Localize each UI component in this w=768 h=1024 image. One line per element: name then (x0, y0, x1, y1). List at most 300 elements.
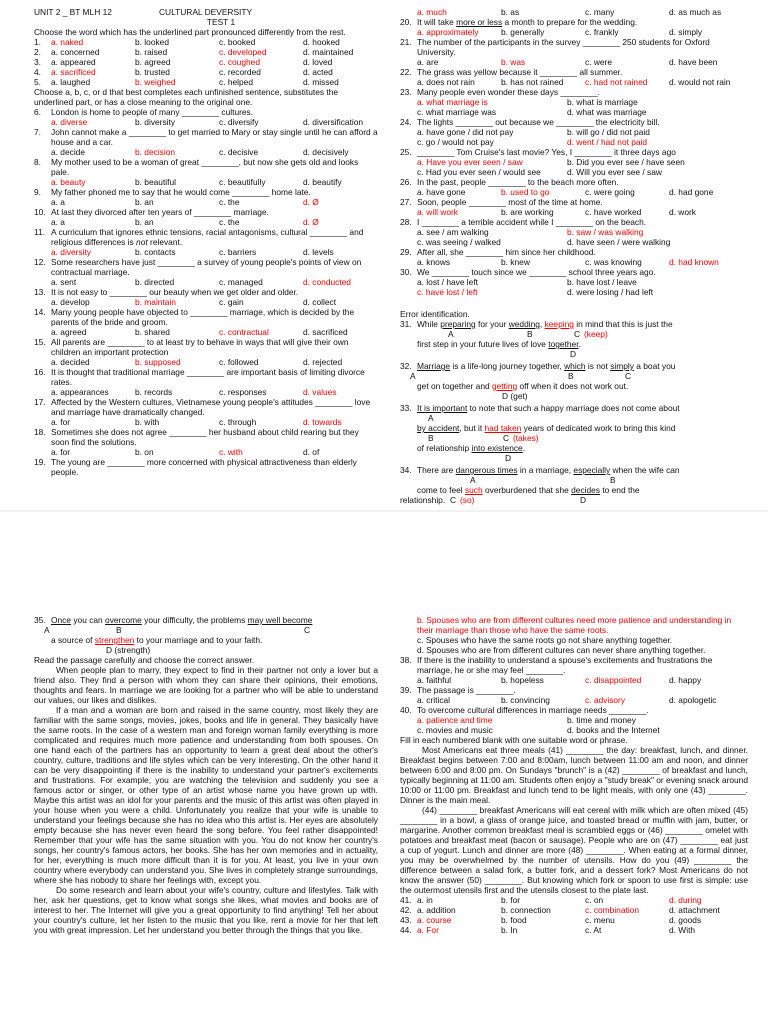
options (400, 127, 748, 137)
options (400, 237, 748, 247)
option: b. will go / did not paid (567, 127, 650, 137)
question-text: Soon, people ________ most of the time at home. (417, 197, 603, 207)
options (400, 187, 748, 197)
question-33: 33. It is important to note that such a happy marriage does not come about A by accident, but it had taken years of dedicated work to bring this kind B C (takes) of relationship into existence. D (400, 403, 680, 463)
option: b. as (501, 7, 520, 17)
question-9 (34, 187, 378, 207)
q19-options (400, 7, 748, 17)
option: d. sacrificed (303, 327, 348, 337)
question-22 (400, 67, 748, 87)
question-31: 31. While preparing for your wedding, keeping in mind that this is just the A B C (keep) first step in your future lives of love together. D (400, 319, 673, 359)
option: c. disappointed (585, 675, 642, 685)
options (400, 725, 748, 735)
question-10 (34, 207, 378, 227)
option: d. Ø (303, 217, 319, 227)
question-stem (34, 127, 378, 147)
options (34, 117, 378, 127)
options (400, 57, 748, 67)
option: c. recorded (219, 67, 261, 77)
option: d. With (669, 925, 696, 935)
option: d. have seen / were walking (567, 237, 671, 247)
option: b. supposed (135, 357, 181, 367)
option: a. develop (51, 297, 90, 307)
question-stem (34, 227, 378, 247)
page-2 (0, 512, 768, 1024)
option: d. acted (303, 67, 333, 77)
option: c. was knowing (585, 257, 642, 267)
question-stem (34, 307, 378, 327)
question-28 (400, 217, 748, 247)
question-number: 10. (34, 207, 46, 217)
option: d. towards (303, 417, 342, 427)
question-number: 22. (400, 67, 412, 77)
option: b. raised (135, 47, 168, 57)
question-number: 13. (34, 287, 46, 297)
question-stem (400, 217, 748, 227)
option: a. patience and time (417, 715, 493, 725)
question-stem (400, 267, 748, 277)
question-stem (400, 117, 748, 127)
unit-label: UNIT 2 _ BT MLH 12 (34, 7, 112, 17)
completion-questions (34, 107, 378, 477)
question-text: I ________ a terrible accident while I ________ on the beach. (417, 217, 647, 227)
option: a. addition (417, 905, 456, 915)
question-16 (34, 367, 378, 397)
option: d. apologetic (669, 695, 717, 705)
option: b. contacts (135, 247, 176, 257)
option: d. levels (303, 247, 334, 257)
option: c. what marriage was (417, 107, 497, 117)
option: b. In (501, 925, 518, 935)
option: c. had not rained (585, 77, 648, 87)
option: c. were going (585, 187, 635, 197)
options (34, 357, 378, 367)
question-number: 12. (34, 257, 46, 267)
passage-paragraph: When people plan to marry, they expect to find in their partner not only a lover but a friend also. They find a person with whom they can share their opinions, their emotions, thoughts and fears. In marriage we are looking for a partner who will be able to understand our values, our likes and dislikes. (34, 665, 378, 705)
question-text: My mother used to be a woman of great ________, but now she gets old and looks pale. (51, 157, 359, 177)
option: d. missed (303, 77, 339, 87)
question-number: 24. (400, 117, 412, 127)
page-header (34, 7, 378, 17)
options (400, 157, 748, 167)
question-text: The number of the participants in the survey ________ 250 students for Oxford University. (417, 37, 710, 57)
option: d. simply (669, 27, 703, 37)
question-number: 2. (34, 47, 41, 57)
question-text: The young are ________ more concerned with physical attractiveness than elderly people. (51, 457, 357, 477)
options (400, 675, 748, 685)
option: a. a (51, 197, 65, 207)
left-column (34, 7, 378, 477)
option: a. see / am walking (417, 227, 489, 237)
question-stem (34, 157, 378, 177)
option: d. collect (303, 297, 337, 307)
option: a. beauty (51, 177, 86, 187)
question-text: The grass was yellow because it ________ all summer. (417, 67, 623, 77)
question-number: 21. (400, 37, 412, 47)
question-stem (34, 187, 378, 197)
option: a. have gone (417, 187, 466, 197)
option: d. Spouses who are from different cultures can never share anything together. (417, 645, 706, 655)
option: b. food (501, 915, 527, 925)
options (400, 227, 748, 237)
option: a. lost / have left (417, 277, 478, 287)
question-17 (34, 397, 378, 427)
option: a. concerned (51, 47, 100, 57)
option: d. have been (669, 57, 718, 67)
option: d. during (669, 895, 702, 905)
error-title: Error identification. (400, 309, 470, 319)
right-questions (400, 17, 748, 297)
option: c. movies and music (417, 725, 493, 735)
option: d. hooked (303, 37, 340, 47)
option: b. with (135, 417, 160, 427)
question-number: 7. (34, 127, 41, 137)
option: d. what was marriage (567, 107, 647, 117)
instruction-completion: Choose a, b, c, or d that best completes each unfinished sentence, substitutes the underlined part, or has a close meaning to the original one. (34, 87, 339, 107)
option: c. the (219, 217, 240, 227)
question-row (400, 895, 748, 905)
option: d. decisively (303, 147, 349, 157)
question-text: In the past, people ________ to the beach more often. (417, 177, 619, 187)
question-number: 43. (400, 915, 412, 925)
question-35: 35. Once you can overcome your difficulty, the problems may well become A B C a source of strengthen to your marriage and to your faith. D (strength) (34, 615, 313, 655)
option: b. trusted (135, 67, 170, 77)
question-number: 20. (400, 17, 412, 27)
option: c. menu (585, 915, 615, 925)
options (400, 137, 748, 147)
question-stem (400, 147, 748, 157)
question-number: 25. (400, 147, 412, 157)
question-stem (400, 705, 748, 715)
question-row (34, 37, 378, 47)
question-number: 16. (34, 367, 46, 377)
options (400, 715, 748, 725)
question-6 (34, 107, 378, 127)
options (400, 77, 748, 87)
question-25 (400, 147, 748, 177)
option: a. will work (417, 207, 458, 217)
option: b. what is marriage (567, 97, 638, 107)
question-text: Sometimes she does not agree ________ her husband about child rearing but they soon find the solutions. (51, 427, 359, 447)
option: a. laughed (51, 77, 91, 87)
right-questions-2 (400, 655, 748, 735)
option: d. books and the Internet (567, 725, 660, 735)
question-number: 14. (34, 307, 46, 317)
option: c. through (219, 417, 257, 427)
question-number: 15. (34, 337, 46, 347)
option: d. values (303, 387, 337, 397)
option: c. followed (219, 357, 259, 367)
passage-paragraph: Do some research and learn about your wife's country, culture and lifestyles. Talk with her, ask her questions, get to know what songs she likes, what movies and books are of interest to her. The Internet will give you a great opportunity to find anything! Tell her about your country's culture, let her listen to the music that you like, rent a movie for her that left you with great impression. Let her understand you better through the things that you like. (34, 885, 378, 935)
question-number: 6. (34, 107, 41, 117)
option: b. shared (135, 327, 170, 337)
test-label: TEST 1 (206, 17, 236, 27)
option: d. had known (669, 257, 719, 267)
question-23 (400, 87, 748, 117)
question-39 (400, 685, 748, 705)
question-20 (400, 17, 748, 37)
option: c. beautifully (219, 177, 266, 187)
question-38 (400, 655, 748, 685)
options (34, 247, 378, 257)
question-stem (34, 287, 378, 297)
option: b. directed (135, 277, 175, 287)
question-number: 28. (400, 217, 412, 227)
option: b. saw / was walking (567, 227, 644, 237)
options (400, 695, 748, 705)
question-row (34, 57, 378, 67)
question-stem (400, 87, 748, 97)
option: c. responses (219, 387, 267, 397)
option: b. has not rained (501, 77, 564, 87)
question-13 (34, 287, 378, 307)
option: c. diversify (219, 117, 259, 127)
fill-instruction: Fill in each numbered blank with one suitable word or phrase. (400, 735, 628, 745)
question-stem (400, 197, 748, 207)
question-text: John cannot make a ________ to get married to Mary or stay single until he can afford a house and a car. (51, 127, 378, 147)
question-row (400, 925, 748, 935)
right-column (400, 7, 748, 505)
option: c. At (585, 925, 602, 935)
question-number: 23. (400, 87, 412, 97)
question-stem (34, 457, 378, 477)
question-text: It will take more or less a month to prepare for the wedding. (417, 17, 638, 27)
question-12 (34, 257, 378, 287)
option: a. sacrificed (51, 67, 96, 77)
options (400, 287, 748, 297)
question-text: Many young people have objected to ________ marriage, which is decided by the parents of the bride and groom. (51, 307, 355, 327)
option: d. maintained (303, 47, 354, 57)
question-number: 18. (34, 427, 46, 437)
question-stem (400, 655, 748, 675)
question-number: 1. (34, 37, 41, 47)
option: d. work (669, 207, 696, 217)
option: a. in (417, 895, 433, 905)
option: b. are working (501, 207, 554, 217)
option: c. booked (219, 37, 256, 47)
fill-paragraph: (44) ________ breakfast Americans will eat cereal with milk which are often mixed (45) ________ in a bowl, a glass of orange juice, and toasted bread or muffin with jam, butter, or margarine. Another common breakfast meal is scrambled eggs or (46) ________ omelet with potatoes and breakfast meat (bacon or sausage). People who are on (47) ________ eat just a cup of yogurt. Lunch and dinner are more (48) ________. When eating at a formal dinner, you may be overwhelmed by the number of utensils. How do you (49) ________ the difference between a salad fork, a butter fork, and a dessert fork? Most Americans do not know the answer (50) ________. But knowing which fork or spoon to use first is simple: use the outermost utensils first and the utensils closest to the plate last. (400, 805, 748, 895)
option: a. naked (51, 37, 84, 47)
option: d. rejected (303, 357, 343, 367)
option: a. much (417, 7, 447, 17)
question-stem (400, 685, 748, 695)
passage-paragraph: If a man and a woman are born and raised in the same country, most likely they are familiar with the same songs, movies, jokes, books and life in general. They basically have the same roots. In the case of a western man and foreign woman family everything is more complicated and requires much more patience and understanding from both spouses. On one hand each of the partners has an opportunity to learn a great deal about the other's country, culture, traditions and life styles which can be very interesting. On the other hand it can be very disappointing if there is the inability to understand your partner's excitements and frustrations. For example, you are watching the television and suddenly you see a famous actor or singer, or other type of an artist whose name you have grown up with. Maybe this artist was an idol for your parents and the music of this artist was often played in your house when you were a child. Unfortunately you realize that your wife is unable to understand your feelings because she has no idea who this artist is. Her eyes are absolutely empty because she has never even heard the song before. You feel rather disappointed! Remember that your wife has the same situation with you. You do not know her country's songs, her country's famous actors, her books. She has her own memories and in actuality, for her, everything is much more difficult than it is for you. At least, you live in your own country where everybody can understand you. She lives in completely strange surroundings, where she has nobody to share her feelings with, except you. (34, 705, 378, 885)
question-row (34, 77, 378, 87)
option: b. was (501, 57, 526, 67)
option: b. Spouses who are from different cultures need more patience and understanding in their marriage than those who have the same roots. (417, 615, 732, 635)
option: a. approximately (417, 27, 479, 37)
question-7 (34, 127, 378, 157)
question-11 (34, 227, 378, 257)
question-text: All parents are ________ to at least try to behave in ways that will give their own children an important protection (51, 337, 349, 357)
question-34: 34. There are dangerous times in a marriage, especially when the wife can A B come to feel such overburdened that she decides to end the relationship. C (so) D (400, 465, 680, 505)
question-number: 17. (34, 397, 46, 407)
question-stem (400, 177, 748, 187)
option: d. were losing / had left (567, 287, 654, 297)
option: a. appeared (51, 57, 96, 67)
left-column-2 (34, 615, 378, 935)
question-number: 8. (34, 157, 41, 167)
question-stem (400, 17, 748, 27)
question-24 (400, 117, 748, 147)
question-26 (400, 177, 748, 197)
question-text: The passage is ________. (417, 685, 516, 695)
question-27 (400, 197, 748, 217)
option: d. Will you ever see / saw (567, 167, 662, 177)
option: a. does not rain (417, 77, 475, 87)
question-number: 27. (400, 197, 412, 207)
option: c. have worked (585, 207, 642, 217)
option: c. go / would not pay (417, 137, 494, 147)
option: b. Did you ever see / have seen (567, 157, 685, 167)
option: c. on (585, 895, 604, 905)
option: a. decide (51, 147, 85, 157)
option: d. would not rain (669, 77, 731, 87)
option: c. have lost / left (417, 287, 478, 297)
option: c. many (585, 7, 615, 17)
question-text: We ________ touch since we ________ school three years ago. (417, 267, 656, 277)
question-row (400, 915, 748, 925)
reading-passage (34, 665, 378, 935)
question-stem (400, 67, 748, 77)
question-29 (400, 247, 748, 267)
question-19 (34, 457, 378, 477)
question-text: At last they divorced after ten years of ________ marriage. (51, 207, 269, 217)
question-text: It is thought that traditional marriage ________ are important basis of limiting divorce rates. (51, 367, 365, 387)
option: a. are (417, 57, 439, 67)
question-text: A curriculum that ignores ethnic tensions, racial antagonisms, cultural ________ and religious differences is not relevant. (51, 227, 364, 247)
option: c. the (219, 197, 240, 207)
options (400, 167, 748, 177)
option: d. Ø (303, 197, 319, 207)
fill-options (400, 895, 748, 935)
option: d. conducted (303, 277, 351, 287)
question-stem (400, 247, 748, 257)
fill-passage (400, 745, 748, 895)
question-number: 3. (34, 57, 41, 67)
options (34, 147, 378, 157)
question-stem (34, 367, 378, 387)
question-text: Some researchers have just ________ a survey of young people's points of view on contractual marriage. (51, 257, 362, 277)
option: a. what marriage is (417, 97, 488, 107)
worksheet-title: CULTURAL DEVERSITY (159, 7, 253, 17)
question-text: After all, she ________ him since her childhood. (417, 247, 596, 257)
option: a. course (417, 915, 452, 925)
option: b. connection (501, 905, 551, 915)
option: c. were (585, 57, 612, 67)
option: c. Spouses who have the same roots go not share anything together. (417, 635, 673, 645)
option: a. diversity (51, 247, 92, 257)
question-number: 9. (34, 187, 41, 197)
question-37-options (400, 615, 748, 655)
option: b. weighed (135, 77, 176, 87)
question-number: 11. (34, 227, 46, 237)
question-number: 44. (400, 925, 412, 935)
question-stem (34, 107, 378, 117)
option: a. sent (51, 277, 77, 287)
option: a. a (51, 217, 65, 227)
options (34, 297, 378, 307)
question-30 (400, 267, 748, 297)
option: b. records (135, 387, 173, 397)
option: d. beautify (303, 177, 342, 187)
option: b. knew (501, 257, 530, 267)
options (34, 277, 378, 287)
pronunciation-questions (34, 37, 378, 87)
option: a. For (417, 925, 439, 935)
question-stem (400, 37, 748, 57)
option: d. as much as (669, 7, 722, 17)
option: b. looked (135, 37, 169, 47)
question-32: 32. Marriage is a life-long journey together, which is not simply a boat you A B C get on together and getting off when it does not work out. D (get) (400, 361, 676, 401)
option: a. critical (417, 695, 451, 705)
question-stem (34, 427, 378, 447)
fill-paragraph: Most Americans eat three meals (41) ________ the day: breakfast, lunch, and dinner. Breakfast begins between 7:00 and 8:00am, lunch between 11:00 am and noon, and dinner between 6:00 and 8:00 pm. On Sundays "brunch" is a (42) ________ of breakfast and lunch, typically beginning at 11:00 am. Students often enjoy a "study break" or evening snack around 10:00 or 11:00 pm. Breakfast and lunch tend to be light meals, with only one (43) ________. Dinner is the main meal. (400, 745, 748, 805)
question-number: 41. (400, 895, 412, 905)
question-row (400, 905, 748, 915)
option: b. generally (501, 27, 545, 37)
options (34, 417, 378, 427)
option: c. coughed (219, 57, 260, 67)
option: b. convincing (501, 695, 550, 705)
option: a. for (51, 447, 71, 457)
option: d. loved (303, 57, 333, 67)
option: b. agreed (135, 57, 171, 67)
question-text: London is home to people of many ________ cultures. (51, 107, 254, 117)
option: b. an (135, 197, 154, 207)
options (34, 387, 378, 397)
option: b. an (135, 217, 154, 227)
option: a. for (51, 417, 71, 427)
question-number: 40. (400, 705, 412, 715)
question-40 (400, 705, 748, 735)
option: c. gain (219, 297, 244, 307)
option: a. appearances (51, 387, 109, 397)
options (400, 207, 748, 217)
options (400, 257, 748, 267)
option: a. diverse (51, 117, 88, 127)
underlined-part: more or less (456, 17, 503, 27)
question-number: 38. (400, 655, 412, 665)
options (400, 27, 748, 37)
question-text: My father phoned me to say that he would come ________ home late. (51, 187, 311, 197)
question-21 (400, 37, 748, 67)
question-14 (34, 307, 378, 337)
question-text: It is not easy to ________ our beauty when we get older and older. (51, 287, 299, 297)
right-column-2 (400, 615, 748, 935)
question-8 (34, 157, 378, 187)
question-number: 30. (400, 267, 412, 277)
question-row (34, 47, 378, 57)
option: d. goods (669, 915, 702, 925)
question-number: 4. (34, 67, 41, 77)
option: b. on (135, 447, 154, 457)
question-18 (34, 427, 378, 457)
options (400, 97, 748, 107)
option: b. maintain (135, 297, 176, 307)
question-stem (34, 257, 378, 277)
option: c. was seeing / walked (417, 237, 501, 247)
option: b. for (501, 895, 521, 905)
options (34, 197, 378, 207)
question-text: Many people even wonder these days ________. (417, 87, 600, 97)
option: c. barriers (219, 247, 257, 257)
option: a. decided (51, 357, 90, 367)
option: c. contractual (219, 327, 269, 337)
question-number: 39. (400, 685, 412, 695)
option: b. time and money (567, 715, 636, 725)
instruction-pronunciation: Choose the word which has the underlined part pronounced differently from the rest. (34, 27, 346, 37)
